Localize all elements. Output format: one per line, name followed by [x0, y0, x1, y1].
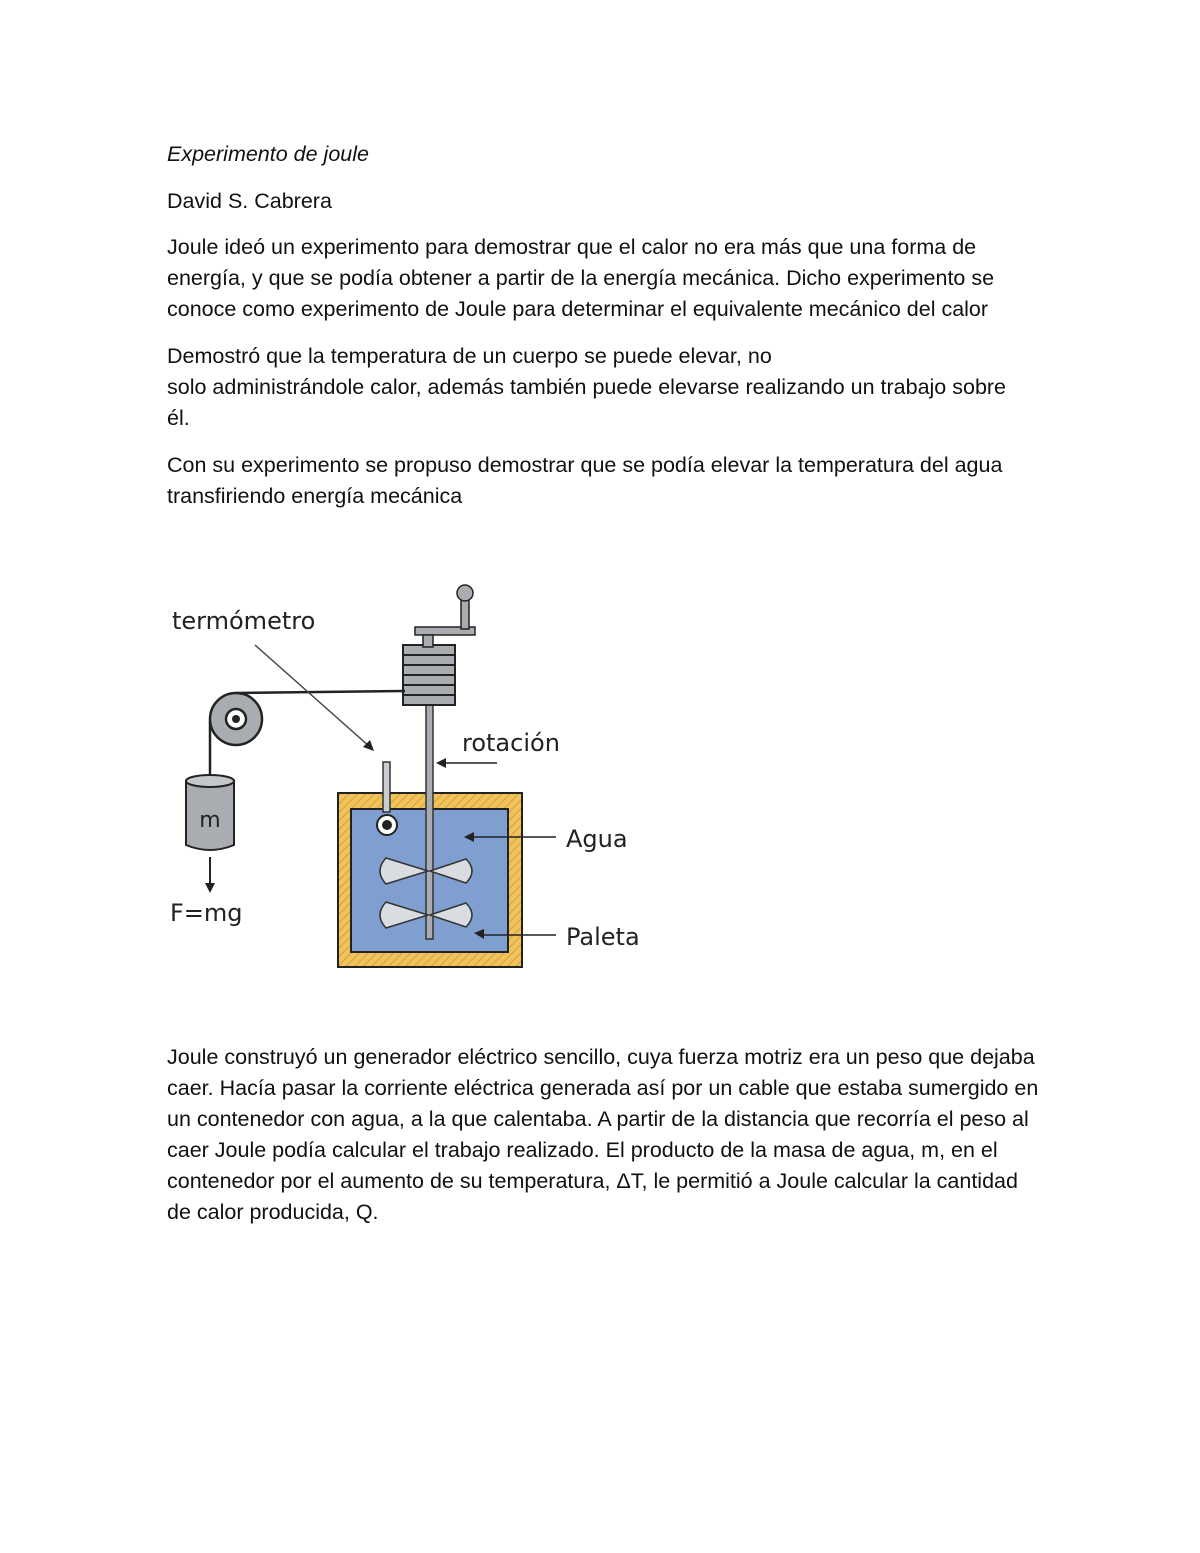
paragraph-line: Con su experimento se propuso demostrar que se podía elevar la temperatura del agua [167, 453, 1003, 477]
paragraph-line: de calor producida, Q. [167, 1200, 379, 1224]
paragraph-line: Joule ideó un experimento para demostrar que el calor no era más que una forma de [167, 235, 977, 259]
rotation-label: rotación [462, 729, 560, 757]
joule-apparatus-diagram [160, 575, 760, 985]
water-label: Agua [566, 825, 628, 853]
rope [236, 691, 405, 693]
paragraph-line: un contenedor con agua, a la que calentaba. A partir de la distancia que recorría el peso al [167, 1107, 1029, 1131]
paragraph-line: caer Joule podía calcular el trabajo realizado. El producto de la masa de agua, m, en el [167, 1138, 998, 1162]
force-arrowhead [205, 883, 215, 893]
document-title: Experimento de joule [167, 142, 369, 166]
paragraph-line: caer. Hacía pasar la corriente eléctrica generada así por un cable que estaba sumergido en [167, 1076, 1039, 1100]
paragraph-line: transfiriendo energía mecánica [167, 484, 463, 508]
paragraph-line: Demostró que la temperatura de un cuerpo se puede elevar, no [167, 344, 772, 368]
rotation-arrowhead [436, 758, 446, 768]
paragraph-line: él. [167, 406, 190, 430]
pulley-axle [232, 715, 240, 723]
paragraph-intro [167, 232, 1037, 325]
paddle-shaft [426, 705, 433, 939]
crank-knob [457, 585, 473, 601]
thermometer-stem [383, 762, 390, 812]
paragraph-line: Joule construyó un generador eléctrico sencillo, cuya fuerza motriz era un peso que dejaba [167, 1045, 1035, 1069]
paragraph-demonstration [167, 341, 1037, 434]
hanging-mass-top [186, 775, 234, 787]
crank-post [423, 635, 433, 647]
paragraph-generator [167, 1042, 1037, 1228]
crank-handle [461, 597, 469, 629]
paragraph-line: solo administrándole calor, además también puede elevarse realizando un trabajo sobre [167, 375, 1007, 399]
thermometer-label: termómetro [172, 607, 316, 635]
paragraph-line: conoce como experimento de Joule para determinar el equivalente mecánico del calor [167, 297, 989, 321]
document-author: David S. Cabrera [167, 189, 332, 213]
paragraph-line: energía, y que se podía obtener a partir de la energía mecánica. Dicho experimento se [167, 266, 995, 290]
paddle-label: Paleta [566, 923, 640, 951]
force-label: F=mg [170, 899, 243, 927]
paragraph-purpose [167, 450, 1037, 512]
thermometer-bulb-core [382, 820, 392, 830]
paragraph-line: contenedor por el aumento de su temperatura, ΔT, le permitió a Joule calcular la cantidad [167, 1169, 1018, 1193]
mass-label: m [199, 808, 221, 833]
